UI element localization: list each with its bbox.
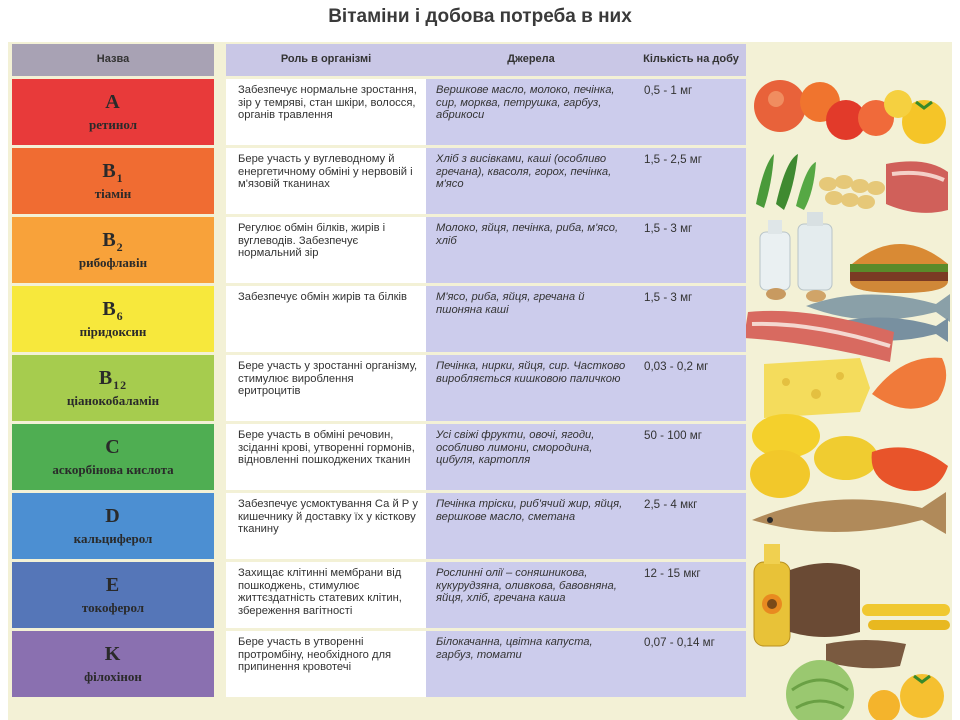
table-row	[12, 562, 746, 628]
vitamin-letter-text: A	[105, 91, 121, 114]
role-cell: Бере участь у зростанні організму, стимулює вироблення еритроцитів	[226, 355, 426, 421]
vitamin-name-cell	[12, 286, 214, 352]
tomato-icon	[868, 674, 944, 720]
food-illustrations	[746, 44, 952, 720]
amount-cell: 1,5 - 3 мг	[636, 217, 746, 283]
vitamin-chemical-name: ціанокобаламін	[66, 393, 160, 409]
vitamin-name-cell	[12, 493, 214, 559]
vitamin-chemical-name: піридоксин	[79, 324, 147, 340]
table-row	[12, 631, 746, 697]
sources-cell: Рослинні олії – соняшникова, кукурудзяна, оливкова, бавовняна, яйця, хліб, гречана каша	[426, 562, 636, 628]
vitamin-letter-text: K	[104, 643, 122, 666]
amount-cell: 1,5 - 3 мг	[636, 286, 746, 352]
header-role: Роль в організмі	[226, 44, 426, 76]
vitamin-letter	[105, 506, 120, 529]
role-cell: Захищає клітинні мембрани від пошкоджень, стимулює життєздатність статевих клітин, збереження вагітності	[226, 562, 426, 628]
vitamin-letter	[105, 437, 120, 460]
vitamin-letter	[102, 230, 123, 253]
cabbage-icon	[786, 660, 854, 720]
vitamin-name-cell	[12, 424, 214, 490]
fruit-icon	[754, 80, 946, 144]
vitamin-name-cell	[12, 217, 214, 283]
header-name: Назва	[12, 44, 214, 76]
amount-cell: 12 - 15 мкг	[636, 562, 746, 628]
cod-fish-icon	[752, 492, 946, 534]
oil-bottle-icon	[754, 544, 790, 646]
vitamin-letter-text: D	[105, 505, 121, 528]
table-row	[12, 355, 746, 421]
vitamin-letter-text: B	[102, 160, 117, 183]
vitamin-chemical-name: рибофлавін	[78, 255, 148, 271]
vitamin-name-cell	[12, 79, 214, 145]
header-sources: Джерела	[426, 44, 636, 76]
table-row	[12, 148, 746, 214]
lemon-icon	[750, 414, 948, 498]
vitamin-letter	[105, 644, 122, 667]
vitamin-letter	[102, 161, 123, 184]
sources-cell: Молоко, яйця, печінка, риба, м'ясо, хліб	[426, 217, 636, 283]
amount-cell: 1,5 - 2,5 мг	[636, 148, 746, 214]
vitamin-subscript: 2	[116, 240, 124, 255]
sources-cell: Печінка тріски, риб'ячий жир, яйця, вершкове масло, сметана	[426, 493, 636, 559]
vitamin-letter	[106, 575, 120, 598]
amount-cell: 0,03 - 0,2 мг	[636, 355, 746, 421]
vitamin-name-cell	[12, 355, 214, 421]
role-cell: Забезпечує обмін жирів та білків	[226, 286, 426, 352]
amount-cell: 2,5 - 4 мкг	[636, 493, 746, 559]
sources-cell: Білокачанна, цвітна капуста, гарбуз, томати	[426, 631, 636, 697]
amount-cell: 0,07 - 0,14 мг	[636, 631, 746, 697]
table-row	[12, 424, 746, 490]
vitamin-letter	[105, 92, 120, 115]
vitamin-chemical-name: токоферол	[81, 600, 145, 616]
sources-cell: М'ясо, риба, яйця, гречана й пшоняна каші	[426, 286, 636, 352]
sources-cell: Вершкове масло, молоко, печінка, сир, морква, петрушка, гарбуз, абрикоси	[426, 79, 636, 145]
sources-cell: Хліб з висівками, каші (особливо гречана), квасоля, горох, печінка, м'ясо	[426, 148, 636, 214]
vitamin-chemical-name: ретинол	[89, 117, 137, 133]
table-row	[12, 217, 746, 283]
vitamin-subscript: 6	[116, 309, 124, 324]
vitamin-name-cell	[12, 562, 214, 628]
vitamin-chemical-name: кальциферол	[73, 531, 153, 547]
vitamin-chemical-name: тіамін	[94, 186, 132, 202]
page-title: Вітаміни і добова потреба в них	[328, 6, 632, 27]
vitamin-chemical-name: філохінон	[84, 669, 142, 685]
vitamin-letter-text: B	[102, 229, 117, 252]
header-amount: Кількість на добу	[636, 44, 746, 76]
role-cell: Регулює обмін білків, жирів і вуглеводів. Забезпечує нормальний зір	[226, 217, 426, 283]
vitamin-subscript: 1	[116, 171, 124, 186]
amount-cell: 50 - 100 мг	[636, 424, 746, 490]
sources-cell: Усі свіжі фрукти, овочі, ягоди, особливо лимони, смородина, цибуля, картопля	[426, 424, 636, 490]
table-row	[12, 79, 746, 145]
milk-bottle-icon	[760, 212, 832, 302]
vitamin-letter	[102, 299, 123, 322]
beans-icon	[756, 154, 948, 213]
sources-cell: Печінка, нирки, яйця, сир. Частково виробляється кишковою паличкою	[426, 355, 636, 421]
vitamin-name-cell	[12, 631, 214, 697]
vitamin-name-cell	[12, 148, 214, 214]
burger-icon	[850, 244, 948, 293]
role-cell: Бере участь в утворенні протромбіну, необхідного для припинення кровотечі	[226, 631, 426, 697]
vitamin-letter	[99, 368, 127, 391]
corn-icon	[862, 604, 950, 630]
role-cell: Забезпечує нормальне зростання, зір у темряві, стан шкіри, волосся, органів травлення	[226, 79, 426, 145]
amount-cell: 0,5 - 1 мг	[636, 79, 746, 145]
vitamin-letter-text: B	[98, 367, 114, 390]
cheese-icon	[764, 358, 946, 418]
table-row	[12, 286, 746, 352]
vitamin-letter-text: E	[105, 574, 121, 597]
vitamin-letter-text: C	[105, 436, 121, 459]
role-cell: Забезпечує усмоктування Са й Р у кишечнику й доставку їх у кісткову тканину	[226, 493, 426, 559]
role-cell: Бере участь в обміні речовин, зсіданні крові, утворенні гормонів, відновленні пошкоджених тканин	[226, 424, 426, 490]
vitamin-subscript: 12	[113, 378, 128, 393]
vitamin-letter-text: B	[102, 298, 117, 321]
role-cell: Бере участь у вуглеводному й енергетичному обміні у нервовій і м'язовій тканинах	[226, 148, 426, 214]
table-row	[12, 493, 746, 559]
vitamin-chemical-name: аскорбінова кислота	[52, 462, 174, 478]
